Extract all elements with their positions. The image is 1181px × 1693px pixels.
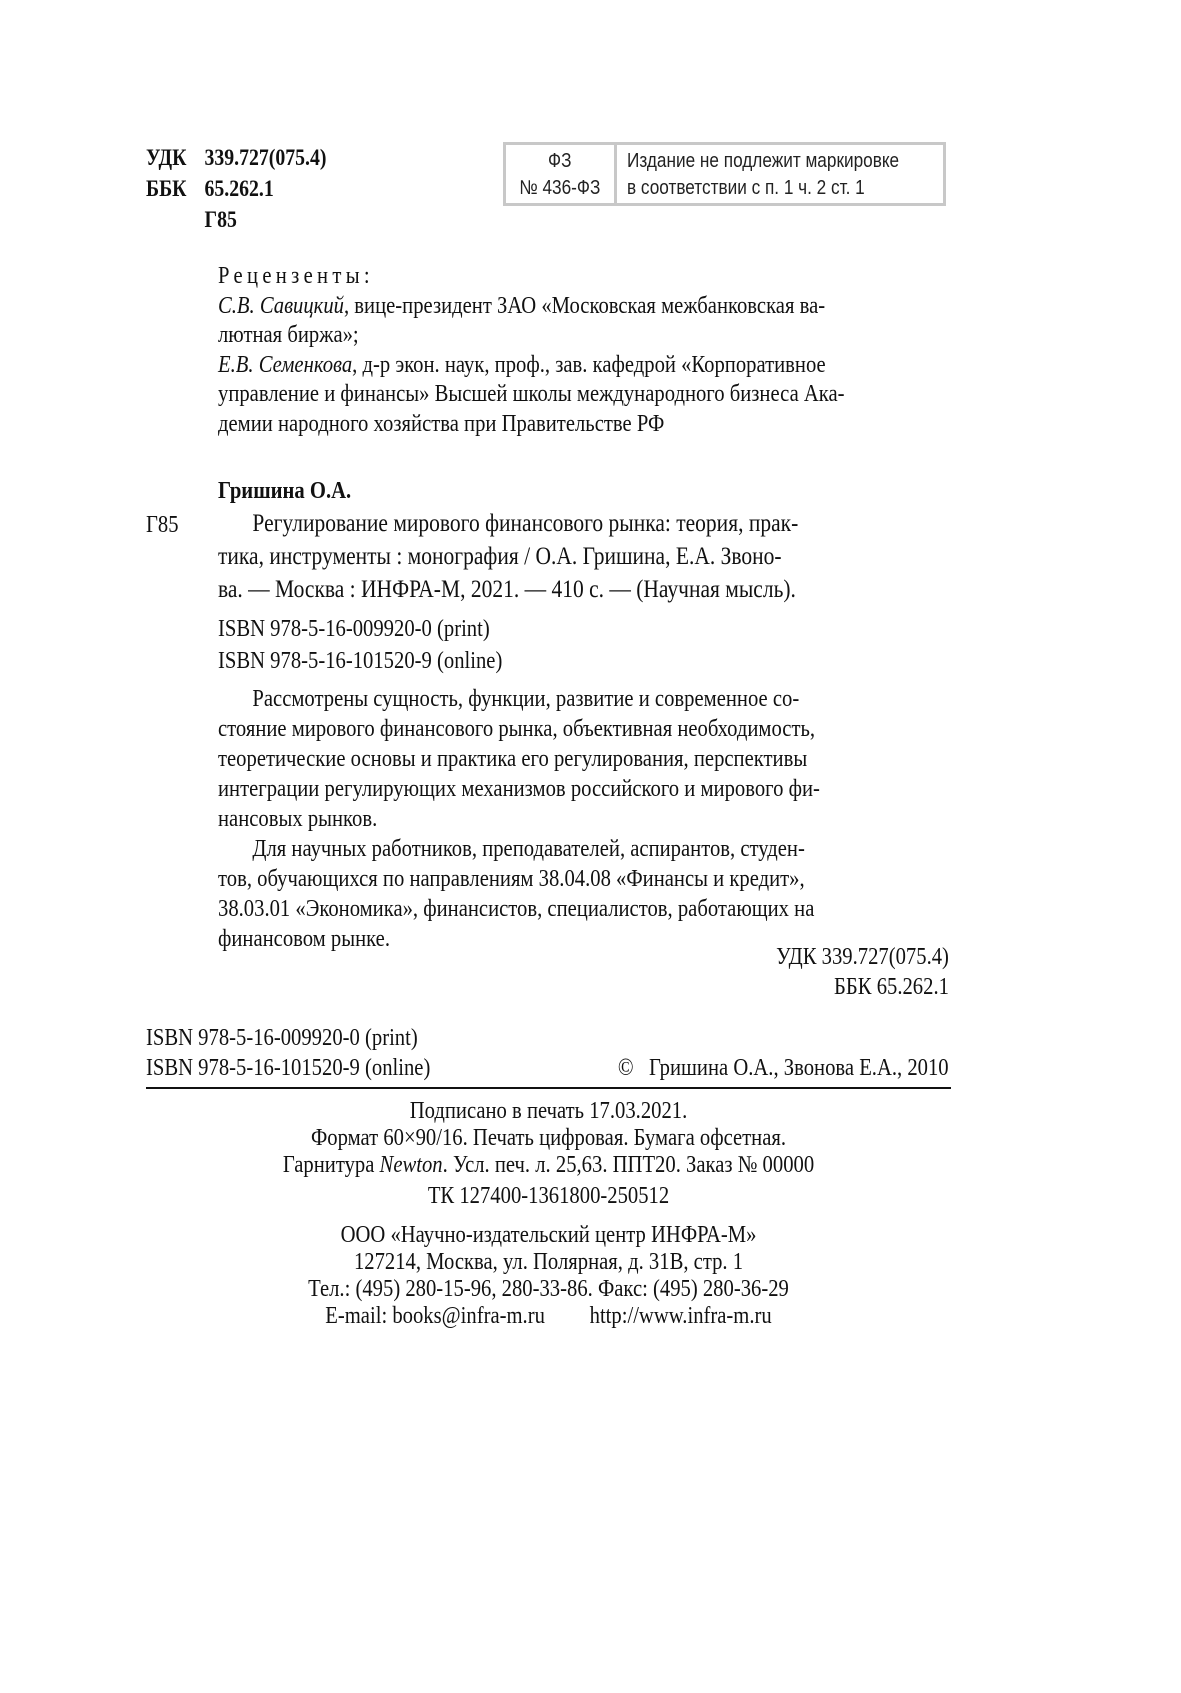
fz-law-line1: ФЗ bbox=[548, 150, 572, 172]
biblio-line-1: Регулирование мирового финансового рынка: теория, прак- bbox=[252, 510, 799, 537]
imprint-format: Формат 60×90/16. Печать цифровая. Бумага офсетная. bbox=[310, 1125, 787, 1151]
publisher-name: ООО «Научно-издательский центр ИНФРА-М» bbox=[340, 1222, 757, 1248]
isbn-print: ISBN 978-5-16-009920-0 (print) bbox=[218, 616, 490, 642]
imprint-block bbox=[146, 1098, 951, 1179]
abstract-p2-line4: финансовом рынке. bbox=[218, 926, 390, 952]
abstract bbox=[218, 684, 953, 954]
publisher-website[interactable]: http://www.infra-m.ru bbox=[589, 1303, 772, 1329]
imprint-signed: Подписано в печать 17.03.2021. bbox=[409, 1098, 688, 1124]
abstract-p1-line4: интеграции регулирующих механизмов российского и мирового фи- bbox=[218, 776, 820, 802]
reviewer-2-line1 bbox=[218, 351, 854, 381]
reviewers-section bbox=[218, 262, 958, 439]
classification-right bbox=[748, 942, 949, 1002]
bbk-right: ББК 65.262.1 bbox=[834, 974, 949, 1000]
imprint-typeface-line bbox=[202, 1152, 894, 1179]
abstract-p2-line3: 38.03.01 «Экономика», финансистов, специалистов, работающих на bbox=[218, 896, 815, 922]
author-mark-label bbox=[146, 204, 204, 235]
reviewer-1-text: , вице-президент ЗАО «Московская межбанковская ва- bbox=[343, 292, 826, 319]
publisher-contacts bbox=[202, 1303, 894, 1330]
author-mark-row bbox=[146, 204, 326, 235]
reviewer-1-line1 bbox=[218, 292, 854, 322]
typeface-name: Newton bbox=[379, 1152, 443, 1178]
author-mark-value: Г85 bbox=[204, 207, 237, 232]
bbk-code-row bbox=[146, 173, 326, 204]
copyright-line bbox=[618, 1053, 949, 1083]
bibliographic-description bbox=[218, 507, 953, 606]
abstract-p2-line2: тов, обучающихся по направлениям 38.04.08 «Финансы и кредит», bbox=[218, 866, 805, 892]
publisher-phones: Тел.: (495) 280-15-96, 280-33-86. Факс: (495) 280-36-29 bbox=[308, 1276, 789, 1302]
fz-labeling-box bbox=[503, 142, 946, 206]
publisher-address: 127214, Москва, ул. Полярная, д. 31В, стр. 1 bbox=[353, 1249, 744, 1275]
reviewer-1-name: С.В. Савицкий bbox=[218, 292, 344, 319]
biblio-line-3: ва. — Москва : ИНФРА-М, 2021. — 410 с. — (Научная мысль). bbox=[218, 576, 796, 603]
fz-note-cell bbox=[617, 145, 943, 203]
abstract-p2-line1: Для научных работников, преподавателей, аспирантов, студен- bbox=[252, 836, 805, 862]
biblio-line-2: тика, инструменты : монография / О.А. Гришина, Е.А. Звоно- bbox=[218, 543, 782, 570]
fz-law-cell bbox=[506, 145, 617, 203]
abstract-p1-line5: нансовых рынков. bbox=[218, 806, 378, 832]
isbn-online: ISBN 978-5-16-101520-9 (online) bbox=[218, 648, 503, 674]
abstract-p1-line2: стояние мирового финансового рынка, объективная необходимость, bbox=[218, 716, 816, 742]
typeface-label: Гарнитура bbox=[282, 1152, 380, 1178]
abstract-p1-line3: теоретические основы и практика его регулирования, перспективы bbox=[218, 746, 808, 772]
reviewer-2-line2: управление и финансы» Высшей школы международного бизнеса Ака- bbox=[218, 381, 845, 407]
footer-isbn-print: ISBN 978-5-16-009920-0 (print) bbox=[146, 1025, 418, 1051]
reviewers-heading: Рецензенты: bbox=[218, 263, 374, 289]
udk-code-row bbox=[146, 142, 326, 173]
divider-rule bbox=[146, 1087, 951, 1089]
author-name: Гришина О.А. bbox=[218, 478, 352, 504]
classification-codes bbox=[146, 142, 356, 235]
fz-note-line1: Издание не подлежит маркировке bbox=[626, 150, 899, 172]
abstract-p1-line1: Рассмотрены сущность, функции, развитие и современное со- bbox=[252, 686, 800, 712]
bbk-value: 65.262.1 bbox=[204, 176, 274, 201]
publisher-email[interactable]: E-mail: books@infra-m.ru bbox=[325, 1303, 545, 1329]
reviewer-2-text: , д-р экон. наук, проф., зав. кафедрой «Корпоративное bbox=[352, 351, 826, 378]
author-mark: Г85 bbox=[146, 512, 179, 538]
udk-label: УДК bbox=[146, 145, 187, 170]
isbn-block bbox=[218, 613, 549, 677]
footer-isbn-online: ISBN 978-5-16-101520-9 (online) bbox=[146, 1055, 431, 1081]
fz-law-line2: № 436-ФЗ bbox=[519, 177, 601, 199]
publisher-block bbox=[146, 1222, 951, 1330]
udk-right: УДК 339.727(075.4) bbox=[776, 944, 949, 970]
reviewer-1-line2: лютная биржа»; bbox=[218, 322, 359, 348]
copyright-icon: © bbox=[618, 1055, 634, 1081]
fz-note-line2: в соответствии с п. 1 ч. 2 ст. 1 bbox=[626, 177, 865, 199]
reviewer-2-line3: демии народного хозяйства при Правительстве РФ bbox=[218, 410, 665, 437]
copyright-holders: Гришина О.А., Звонова Е.А., 2010 bbox=[649, 1055, 949, 1081]
udk-value: 339.727(075.4) bbox=[204, 145, 327, 170]
bbk-label: ББК bbox=[146, 176, 187, 201]
footer-isbn-block bbox=[146, 1023, 477, 1083]
reviewer-2-name: Е.В. Семенкова bbox=[218, 351, 353, 378]
tk-code: ТК 127400-1361800-250512 bbox=[427, 1183, 670, 1209]
typeface-rest: . Усл. печ. л. 25,63. ППТ20. Заказ № 00000 bbox=[442, 1152, 815, 1178]
